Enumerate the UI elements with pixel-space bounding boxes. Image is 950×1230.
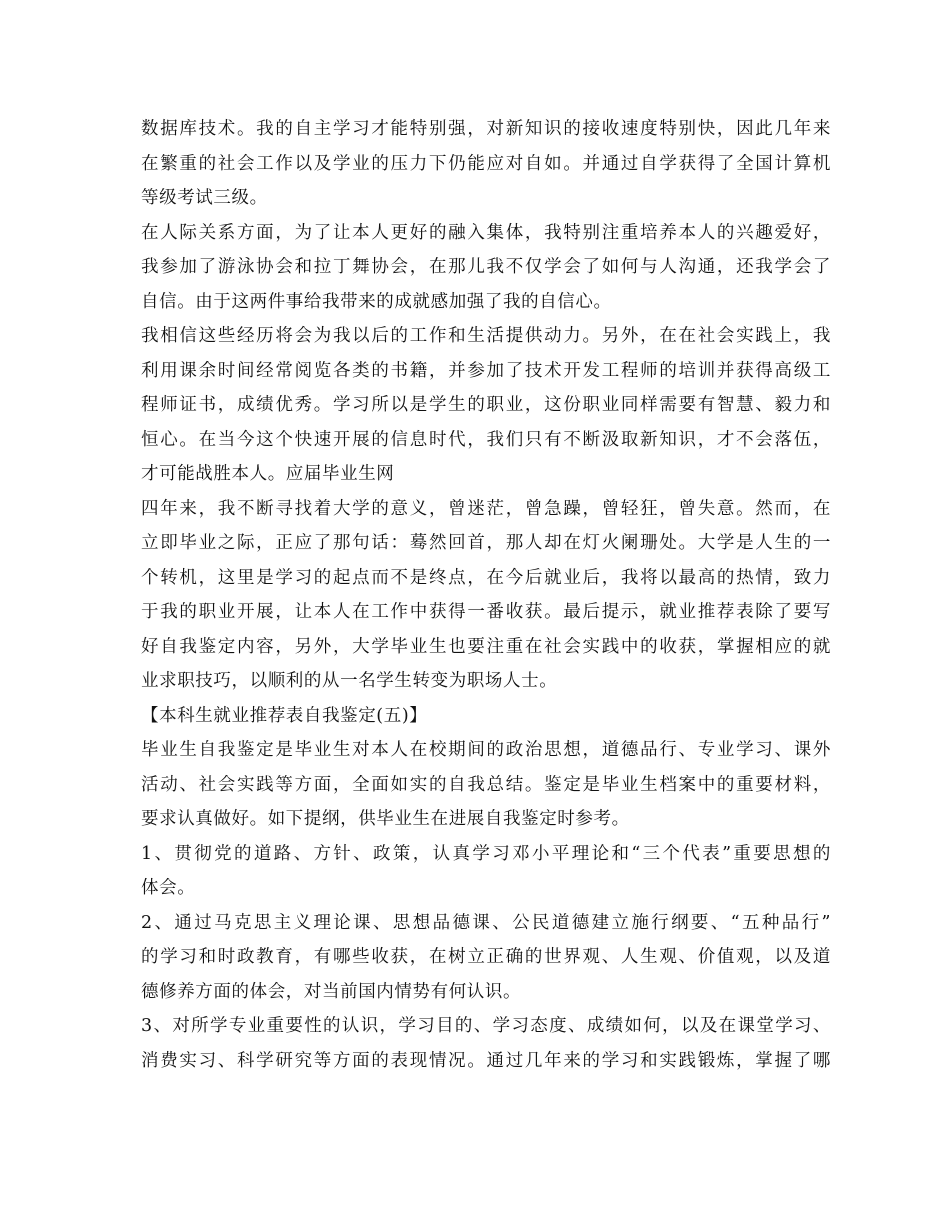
text-line: 程师证书，成绩优秀。学习所以是学生的职业，这份职业同样需要有智慧、毅力和 [141,395,831,415]
section-heading: 【本科生就业推荐表自我鉴定(五)】 [141,705,428,726]
text-line: 恒心。在当今这个快速开展的信息时代，我们只有不断汲取新知识，才不会落伍， [141,429,831,450]
text-line: 的学习和时政教育，有哪些收获，在树立正确的世界观、人生观、价值观，以及道 [141,947,831,967]
text-line: 体会。 [141,878,196,898]
text-line: 消费实习、科学研究等方面的表现情况。通过几年来的学习和实践锻炼，掌握了哪 [141,1050,831,1071]
text-line: 在人际关系方面，为了让本人更好的融入集体，我特别注重培养本人的兴趣爱好， [141,222,831,243]
text-line: 毕业生自我鉴定是毕业生对本人在校期间的政治思想，道德品行、专业学习、课外 [141,740,831,760]
text-line: 要求认真做好。如下提纲，供毕业生在进展自我鉴定时参考。 [141,809,630,829]
document-body [141,112,831,1078]
text-line: 在繁重的社会工作以及学业的压力下仍能应对自如。并通过自学获得了全国计算机 [141,153,831,174]
text-line: 数据库技术。我的自主学习才能特别强，对新知识的接收速度特别快，因此几年来 [141,119,831,139]
text-line: 活动、社会实践等方面，全面如实的自我总结。鉴定是毕业生档案中的重要材料， [141,774,831,795]
text-line: 才可能战胜本人。应届毕业生网 [141,464,395,484]
text-line: 立即毕业之际，正应了那句话：蓦然回首，那人却在灯火阑珊处。大学是人生的一 [141,533,831,553]
text-line: 自信。由于这两件事给我带来的成就感加强了我的自信心。 [141,291,612,312]
text-line: 个转机，这里是学习的起点而不是终点，在今后就业后，我将以最高的热情，致力 [141,567,831,588]
text-line: 等级考试三级。 [141,188,268,208]
text-line: 好自我鉴定内容，另外，大学毕业生也要注重在社会实践中的收获，掌握相应的就 [141,636,831,657]
text-line: 德修养方面的体会，对当前国内情势有何认识。 [141,981,522,1002]
text-line: 利用课余时间经常阅览各类的书籍，并参加了技术开发工程师的培训并获得高级工 [141,360,831,381]
text-line: 于我的职业开展，让本人在工作中获得一番收获。最后提示，就业推荐表除了要写 [141,602,831,622]
text-line: 2、通过马克思主义理论课、思想品德课、公民道德建立施行纲要、“五种品行” [141,912,831,933]
text-line: 我参加了游泳协会和拉丁舞协会，在那儿我不仅学会了如何与人沟通，还我学会了 [141,257,831,277]
text-line: 3、对所学专业重要性的认识，学习目的、学习态度、成绩如何，以及在课堂学习、 [141,1016,831,1036]
text-line: 1、贯彻党的道路、方针、政策，认真学习邓小平理论和“三个代表”重要思想的 [141,843,831,864]
text-line: 业求职技巧，以顺利的从一名学生转变为职场人士。 [141,671,558,691]
text-line: 四年来，我不断寻找着大学的意义，曾迷茫，曾急躁，曾轻狂，曾失意。然而，在 [141,498,831,519]
text-line: 我相信这些经历将会为我以后的工作和生活提供动力。另外，在在社会实践上，我 [141,326,831,346]
